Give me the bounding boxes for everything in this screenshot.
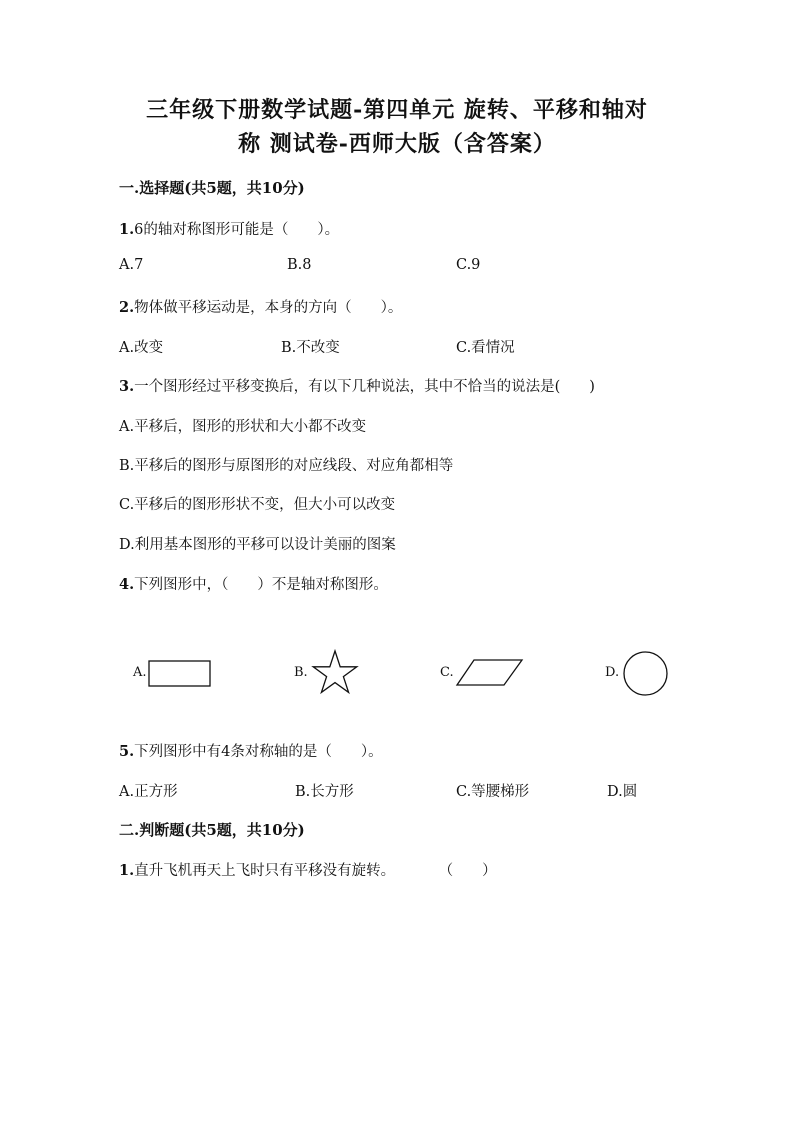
- question-number: 4.: [119, 576, 135, 593]
- parallelogram-figure: [456, 659, 524, 687]
- q1-option-a: A.7: [119, 257, 144, 273]
- question-1: [119, 218, 339, 239]
- circle-figure: [622, 651, 670, 697]
- q4-figure-label-d: D.: [605, 665, 620, 680]
- rectangle-figure: [148, 660, 212, 688]
- q1-option-b: B.8: [287, 257, 312, 273]
- star-figure: [312, 650, 358, 694]
- section-heading-judge: 二.判断题(共5题，共10分): [119, 821, 305, 839]
- q5-option-b: B.长方形: [295, 784, 354, 800]
- question-text: 下列图形中有4条对称轴的是（ ）。: [134, 744, 383, 760]
- question-text: 直升飞机再天上飞时只有平移没有旋转。 （ ）: [134, 863, 497, 879]
- q3-option-d: D.利用基本图形的平移可以设计美丽的图案: [119, 537, 396, 553]
- question-number: 2.: [119, 299, 135, 316]
- q3-option-a: A.平移后，图形的形状和大小都不改变: [119, 419, 367, 435]
- q5-option-d: D.圆: [607, 784, 638, 800]
- question-4: [119, 573, 388, 594]
- q3-option-c: C.平移后的图形形状不变，但大小可以改变: [119, 497, 396, 513]
- question-text: 6的轴对称图形可能是（ ）。: [134, 222, 340, 238]
- page-title-line-1: 三年级下册数学试题-第四单元 旋转、平移和轴对: [146, 97, 648, 123]
- q1-option-c: C.9: [456, 257, 481, 273]
- question-2: [119, 296, 402, 317]
- q4-figure-label-a: A.: [133, 665, 147, 680]
- q2-option-b: B.不改变: [281, 340, 340, 356]
- q5-option-a: A.正方形: [119, 784, 178, 800]
- question-5: [119, 740, 383, 761]
- question-text: 物体做平移运动是，本身的方向（ ）。: [134, 300, 403, 316]
- question-number: 5.: [119, 743, 135, 760]
- q3-option-b: B.平移后的图形与原图形的对应线段、对应角都相等: [119, 458, 454, 474]
- question-number: 1.: [119, 221, 135, 238]
- judge-question-1: [119, 859, 497, 880]
- q4-figure-label-b: B.: [294, 665, 308, 680]
- q2-option-a: A.改变: [119, 340, 164, 356]
- question-3: [119, 375, 595, 396]
- section-heading-choice: 一.选择题(共5题，共10分): [119, 179, 305, 197]
- question-text: 一个图形经过平移变换后，有以下几种说法，其中不恰当的说法是( ): [134, 379, 595, 395]
- question-number: 3.: [119, 378, 135, 395]
- question-number: 1.: [119, 862, 135, 879]
- page-title-line-2: 称 测试卷-西师大版（含答案）: [238, 131, 556, 157]
- q2-option-c: C.看情况: [456, 340, 515, 356]
- q4-figure-label-c: C.: [440, 665, 454, 680]
- question-text: 下列图形中，（ ）不是轴对称图形。: [134, 577, 388, 593]
- q5-option-c: C.等腰梯形: [456, 784, 530, 800]
